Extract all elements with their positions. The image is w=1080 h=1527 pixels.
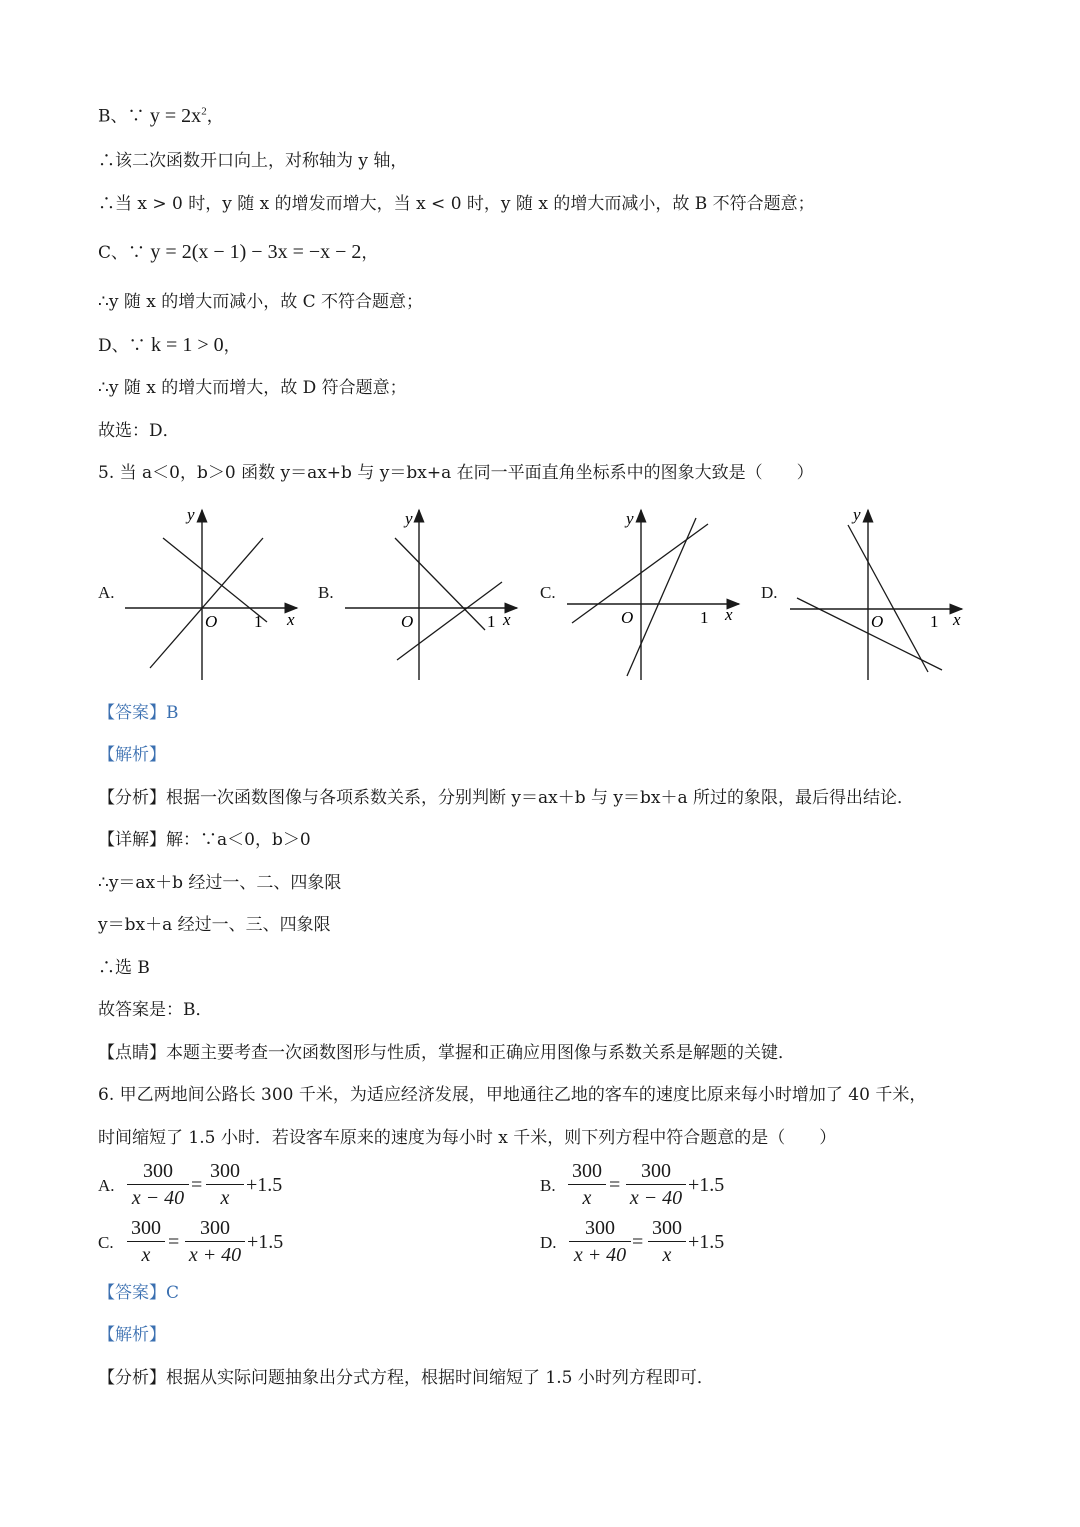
q6-a-frac-right: 300 x — [206, 1158, 244, 1211]
y-label: y — [853, 505, 861, 524]
q6-option-d-label: D. — [540, 1233, 557, 1252]
q5-xiangjie: 【详解】解：∵a＜0，b＞0 — [98, 830, 311, 850]
line-l4: ∴y 随 x 的增大而增大，故 D 符合题意； — [98, 378, 407, 398]
q6-c-frac-left: 300 x — [127, 1215, 165, 1268]
q6-answer: 【答案】C — [98, 1283, 180, 1303]
q6-d-frac-right: 300 x — [648, 1215, 686, 1268]
q6-option-c-label: C. — [98, 1233, 114, 1252]
q5-graph-b — [335, 500, 525, 689]
x-label: x — [287, 610, 295, 629]
q6-option-a-label: A. — [98, 1176, 115, 1195]
plus-term: +1.5 — [247, 1231, 284, 1253]
q5-graph-c — [557, 500, 747, 689]
b-equation: y = 2x — [149, 104, 202, 127]
q5-step-3: ∴选 B — [98, 958, 150, 978]
origin-label: O — [205, 612, 218, 631]
one-label: 1 — [487, 612, 496, 631]
line-2 — [627, 518, 696, 676]
one-label: 1 — [700, 608, 709, 627]
q5-graph-d — [780, 500, 970, 689]
y-label: y — [187, 505, 195, 524]
plus-term: +1.5 — [688, 1174, 725, 1196]
equals: = — [191, 1174, 203, 1196]
q5-option-b-label: B. — [318, 583, 334, 602]
one-label: 1 — [254, 612, 263, 631]
x-label: x — [725, 605, 733, 624]
one-label: 1 — [930, 612, 939, 631]
q5-fenxi: 【分析】根据一次函数图像与各项系数关系，分别判断 y＝ax＋b 与 y＝bx＋a 所过的象限，最后得出结论． — [98, 788, 915, 808]
origin-label: O — [621, 608, 634, 627]
q5-answer: 【答案】B — [98, 703, 179, 723]
y-label: y — [626, 509, 634, 528]
q5-option-a-label: A. — [98, 583, 115, 602]
x-label: x — [953, 610, 961, 629]
line-2 — [150, 538, 263, 668]
y-label: y — [405, 509, 413, 528]
equals: = — [632, 1231, 644, 1253]
q6-stem-1: 6. 甲乙两地间公路长 300 千米，为适应经济发展，甲地通往乙地的客车的速度比原来每小时增加了 40 千米， — [98, 1085, 927, 1105]
origin-label: O — [401, 612, 414, 631]
plus-term: +1.5 — [688, 1231, 725, 1253]
line-l3: ∴y 随 x 的增大而减小，故 C 不符合题意； — [98, 292, 424, 312]
equals: = — [168, 1231, 180, 1253]
q5-stem: 5. 当 a＜0，b＞0 函数 y＝ax+b 与 y＝bx+a 在同一平面直角坐标系中的图象大致是（ ） — [98, 463, 814, 483]
q5-option-d-label: D. — [761, 583, 778, 602]
q6-jiexi: 【解析】 — [98, 1325, 166, 1345]
line-c-head: C、∵ y = 2(x − 1) − 3x = −x − 2， — [98, 241, 379, 263]
q6-a-frac-left: 300 x − 40 — [127, 1158, 189, 1211]
q6-fenxi: 【分析】根据从实际问题抽象出分式方程，根据时间缩短了 1.5 小时列方程即可． — [98, 1368, 714, 1388]
x-label: x — [503, 610, 511, 629]
q6-c-frac-right: 300 x + 40 — [185, 1215, 245, 1268]
q5-step-1: ∴y＝ax＋b 经过一、二、四象限 — [98, 873, 342, 893]
q5-dianjing: 【点睛】本题主要考查一次函数图形与性质，掌握和正确应用图像与系数关系是解题的关键． — [98, 1043, 795, 1063]
q6-b-frac-right: 300 x − 40 — [626, 1158, 686, 1211]
q6-d-frac-left: 300 x + 40 — [569, 1215, 631, 1268]
q5-step-4: 故答案是：B． — [98, 1000, 213, 1020]
line-l1: ∴该二次函数开口向上，对称轴为 y 轴， — [98, 151, 408, 171]
c-equation: y = 2(x − 1) − 3x = −x − 2 — [150, 241, 362, 263]
plus-term: +1.5 — [246, 1174, 283, 1196]
line-l2: ∴当 x > 0 时，y 随 x 的增发而增大，当 x < 0 时，y 随 x 的增大而减小，故 B 不符合题意； — [98, 194, 815, 214]
q6-stem-2: 时间缩短了 1.5 小时．若设客车原来的速度为每小时 x 千米，则下列方程中符合题意的是（ ） — [98, 1128, 837, 1148]
line-b-head: B、∵ $y = 2x^2$， — [98, 104, 224, 127]
q6-b-frac-left: 300 x — [568, 1158, 606, 1211]
line-l5: 故选：D． — [98, 421, 180, 441]
d-equation: k = 1 > 0 — [151, 334, 224, 356]
origin-label: O — [871, 612, 884, 631]
line-1 — [848, 525, 928, 672]
q5-graph-a — [115, 500, 305, 689]
q5-jiexi: 【解析】 — [98, 745, 166, 765]
q5-step-2: y＝bx＋a 经过一、三、四象限 — [98, 915, 331, 935]
equals: = — [609, 1174, 621, 1196]
line-d-head: D、∵ k = 1 > 0， — [98, 334, 241, 356]
q6-option-b-label: B. — [540, 1176, 556, 1195]
q5-option-c-label: C. — [540, 583, 556, 602]
